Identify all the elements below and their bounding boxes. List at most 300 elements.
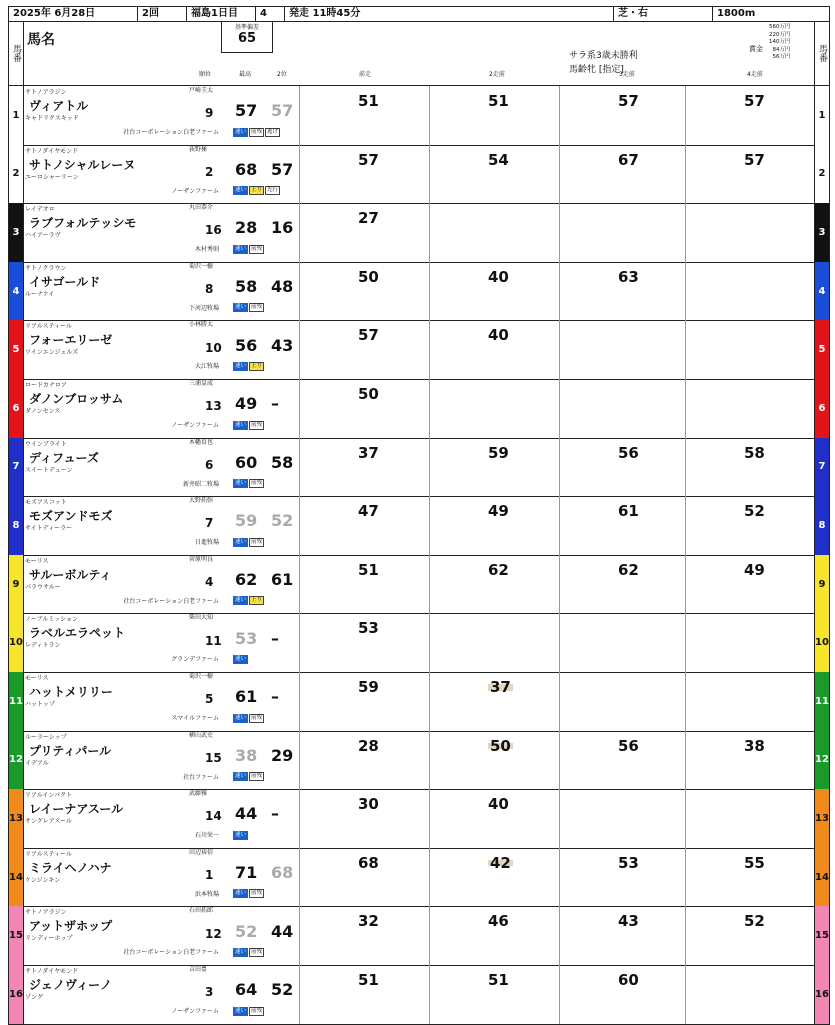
horse-number-right: 4 [814, 262, 829, 321]
prev-race-index: 38 [744, 736, 765, 755]
second-index: 16 [271, 218, 294, 238]
breeder-name: 下河辺牧場 [188, 304, 219, 312]
prev-race-4 [685, 965, 812, 1024]
prev-race-3 [559, 496, 686, 555]
dam-name: キャドリクスキッド [25, 115, 79, 122]
horse-number: 1 [9, 86, 24, 145]
prev-race-index: 55 [744, 853, 765, 872]
prev-race-3 [559, 145, 686, 204]
prev-race-2 [429, 965, 556, 1024]
prev-race-4 [685, 320, 812, 379]
base-index-box [221, 21, 273, 53]
breeder-name: 石川栄一 [194, 832, 219, 840]
horse-row [8, 613, 830, 673]
prev-race-2 [429, 848, 556, 907]
prev-race-index: 52 [744, 912, 765, 931]
prev-race-4 [685, 555, 812, 614]
tag-group [233, 537, 265, 547]
prev-race-3 [559, 613, 686, 672]
horse-row [8, 731, 830, 791]
jockey-name: 大野拓弥 [189, 497, 214, 505]
rank-header: 順位 [199, 71, 212, 78]
prev-race-index: 46 [488, 912, 509, 931]
prev-race-3 [559, 555, 686, 614]
column-header [8, 21, 830, 86]
race-date: 2025年 6月28日 [9, 7, 138, 21]
horse-number: 8 [9, 496, 24, 555]
best-index: 52 [235, 921, 258, 941]
prev-race-4 [685, 789, 812, 848]
style-tag: 速い [235, 538, 247, 545]
horse-info [25, 263, 225, 322]
race-venue: 福島1日目 [187, 7, 256, 21]
jockey-name: 菅原明良 [189, 555, 214, 563]
jockey-name: 小林勝太 [189, 321, 214, 329]
second-index: 68 [271, 863, 294, 883]
style-tag: 前残 [251, 245, 263, 252]
best-index: 68 [235, 159, 258, 179]
index-rank: 13 [205, 399, 222, 414]
style-tag: 前残 [251, 773, 263, 780]
prev-race-index: 54 [488, 150, 509, 169]
breeder-name: ノーザンファーム [171, 422, 219, 429]
horse-row [8, 906, 830, 966]
index-rank: 3 [205, 985, 214, 1000]
prev-race-index: 57 [744, 92, 765, 110]
prev-race-1 [299, 86, 426, 145]
prev-race-index: 40 [488, 267, 509, 286]
best-header: 最高 [239, 71, 252, 78]
prev-race-3 [559, 731, 686, 790]
dam-name: サングレアスール [25, 818, 72, 826]
jockey-name: 横山武史 [189, 731, 214, 739]
style-tag: 速い [235, 480, 247, 487]
style-tag: 速い [235, 245, 247, 252]
style-tag: 速い [235, 890, 247, 897]
style-tag: 速い [235, 948, 247, 955]
base-index-label: 基準偏差 [234, 24, 259, 31]
uma-header: 馬番 [9, 21, 24, 85]
prev4-header: 4走前 [747, 71, 763, 78]
style-tag: 上り [251, 362, 263, 369]
prev-race-2 [429, 613, 556, 672]
sire-name: リアルスティール [25, 850, 72, 858]
tag-group [233, 947, 265, 957]
style-tag: 速い [235, 714, 247, 721]
horse-number-right: 7 [814, 438, 829, 497]
prev-race-index: 58 [744, 443, 765, 462]
dam-name: ユーロシャーリーン [25, 173, 79, 181]
prev-race-index: 67 [618, 150, 639, 169]
horse-name[interactable]: プリティパール [29, 743, 112, 758]
prize-4: 84万円 [772, 46, 791, 53]
sire-name: レイデオロ [25, 206, 55, 214]
race-kai: 2回 [138, 7, 187, 21]
prev-race-1 [299, 789, 426, 848]
prize-list [769, 24, 791, 62]
base-index-value: 65 [237, 31, 257, 46]
horse-name[interactable]: アットザホップ [29, 919, 113, 934]
dam-name: サイトディーラー [25, 525, 73, 533]
jockey-name: 石田拓郎 [189, 907, 214, 915]
style-tag: 速い [235, 831, 247, 838]
sire-name: リアルインパクト [25, 792, 73, 800]
horse-row [8, 672, 830, 732]
prev-race-1 [299, 262, 426, 321]
prize-2: 220万円 [769, 31, 791, 38]
prev-race-3 [559, 438, 686, 497]
tag-group [233, 830, 249, 840]
horse-name[interactable]: ミライヘノハナ [29, 860, 112, 875]
dam-name: ダノンセンス [25, 408, 61, 415]
prev-race-index: 53 [618, 853, 639, 872]
index-rank: 9 [205, 106, 214, 121]
prev-race-4 [685, 672, 812, 731]
horse-number-right: 8 [814, 496, 829, 555]
dam-name: ケンジンキン [25, 876, 61, 884]
breeder-name: 日進牧場 [194, 539, 219, 547]
horse-number-right: 12 [814, 731, 829, 790]
horse-number: 3 [9, 203, 24, 262]
style-tag: 前残 [251, 714, 263, 721]
prev-race-4 [685, 438, 812, 497]
horse-number: 12 [9, 731, 24, 790]
breeder-name: 社台コーポレーション白老ファーム [123, 597, 219, 605]
prev-race-index: 47 [358, 502, 379, 521]
prize-3: 140万円 [769, 39, 791, 46]
tag-group [233, 654, 249, 664]
horse-info [25, 732, 225, 791]
prev-race-index: 61 [618, 502, 639, 521]
dam-name: ゾング [25, 994, 43, 1001]
horse-row [8, 379, 830, 439]
second-index: 48 [271, 277, 294, 297]
race-conditions [569, 49, 638, 77]
prev-race-index: 57 [618, 92, 639, 110]
horse-row [8, 848, 830, 908]
breeder-name: 新井昭二牧場 [182, 480, 219, 488]
sire-name: サトノダイヤモンド [25, 147, 79, 155]
prev-race-3 [559, 906, 686, 965]
style-tag: 速い [235, 773, 247, 780]
horse-number: 13 [9, 789, 24, 848]
horse-name[interactable]: イサゴールド [29, 274, 101, 289]
prev-race-index: 57 [358, 150, 379, 169]
horse-row [8, 203, 830, 263]
prev-race-3 [559, 672, 686, 731]
style-tag: 速い [235, 304, 247, 311]
best-index: 38 [235, 745, 258, 765]
best-index: 59 [235, 511, 258, 531]
tag-group [233, 595, 265, 605]
style-tag: 速い [235, 362, 247, 369]
second-index: – [271, 394, 279, 414]
prev-race-4 [685, 496, 812, 555]
second-index: 43 [271, 335, 294, 355]
prev-race-4 [685, 848, 812, 907]
prev-race-index: 51 [358, 92, 379, 110]
style-tag: 速い [235, 421, 247, 428]
tag-group [233, 420, 265, 430]
best-index: 56 [235, 335, 258, 355]
dam-name: ルーナケイ [25, 290, 55, 298]
horse-name[interactable]: サトノシャルレーヌ [29, 157, 136, 172]
prev-race-index: 37 [490, 678, 511, 696]
horse-info [25, 321, 225, 380]
horse-name[interactable]: レイーナアスール [29, 802, 124, 817]
horse-row [8, 145, 830, 205]
horse-number-right: 13 [814, 789, 829, 848]
prize-1: 560万円 [769, 24, 791, 30]
horse-number-right: 14 [814, 848, 829, 907]
prev-race-index: 50 [358, 385, 379, 403]
style-tag: 上り [251, 187, 263, 194]
jockey-name: 菊沢一樹 [189, 673, 214, 680]
second-index: 29 [271, 745, 294, 765]
best-index: 28 [235, 218, 258, 238]
sire-name: ウインブライト [25, 440, 67, 448]
prev-race-3 [559, 262, 686, 321]
prev2-header: 2走前 [489, 71, 505, 78]
horse-row [8, 789, 830, 849]
prev3-header: 3走前 [619, 71, 635, 78]
index-rank: 1 [205, 868, 214, 883]
prev-race-index: 57 [358, 326, 379, 345]
prev-race-4 [685, 731, 812, 790]
style-tag: 前残 [251, 421, 263, 428]
jockey-name: 丸田恭介 [189, 204, 214, 212]
prev-race-index: 57 [744, 150, 765, 169]
second-index: 52 [271, 980, 294, 1000]
prev-race-2 [429, 496, 556, 555]
second-index: 52 [271, 511, 294, 531]
style-tag: 前残 [251, 128, 263, 135]
horse-number: 7 [9, 438, 24, 497]
breeder-name: ノーザンファーム [171, 1008, 219, 1015]
prev-race-index: 50 [358, 267, 379, 286]
style-tag: 上り [251, 597, 263, 604]
prev-race-3 [559, 848, 686, 907]
index-rank: 6 [205, 457, 214, 472]
dam-name: リンディーホップ [25, 935, 73, 943]
prev-race-index: 40 [488, 326, 509, 345]
horse-info [25, 146, 225, 205]
uma-header-right: 馬番 [814, 21, 829, 85]
prev-race-3 [559, 203, 686, 262]
sire-name: モズアスコット [25, 499, 67, 507]
horse-number: 11 [9, 672, 24, 731]
horse-name[interactable]: ヴィアトル [29, 99, 89, 113]
horse-number: 9 [9, 555, 24, 614]
second-index: – [271, 804, 279, 824]
tag-group [233, 771, 265, 781]
prev-race-1 [299, 965, 426, 1024]
prev-race-4 [685, 86, 812, 145]
prev-race-2 [429, 906, 556, 965]
prev-race-2 [429, 145, 556, 204]
horse-info [25, 204, 225, 263]
prev-race-2 [429, 203, 556, 262]
second-index: 57 [271, 101, 294, 121]
index-rank: 14 [205, 809, 222, 824]
prev-race-4 [685, 379, 812, 438]
index-rank: 10 [205, 340, 222, 355]
prev-race-index: 53 [358, 619, 379, 638]
jockey-name: 柴田大知 [189, 614, 214, 622]
prev-race-4 [685, 613, 812, 672]
prev-race-1 [299, 379, 426, 438]
prize-5: 56万円 [772, 54, 791, 61]
dam-name: イデアル [25, 759, 49, 767]
prev-race-index: 68 [358, 853, 379, 872]
prev-race-1 [299, 145, 426, 204]
dam-name: スイートデューン [25, 466, 73, 474]
style-tag: 速い [235, 655, 247, 662]
sire-name: リアルスティール [25, 323, 72, 331]
race-distance: 1800m [717, 8, 756, 19]
horse-name[interactable]: ハットメリリー [29, 685, 113, 699]
horse-number-right: 16 [814, 965, 829, 1024]
style-tag: 前残 [251, 890, 263, 897]
best-index: 62 [235, 570, 258, 590]
horse-info [25, 380, 225, 439]
prev-race-index: 62 [618, 560, 639, 579]
prev-race-index: 28 [358, 736, 379, 755]
sire-name: サトノアラジン [25, 909, 67, 917]
horse-name[interactable]: モズアンドモズ [29, 509, 113, 524]
prev-race-index: 52 [744, 502, 765, 521]
prev1-header: 前走 [359, 71, 372, 78]
horse-number-right: 11 [814, 672, 829, 731]
best-index: 71 [235, 863, 258, 883]
prev-race-1 [299, 320, 426, 379]
horse-row [8, 320, 830, 380]
second-index: 61 [271, 570, 294, 590]
prev-race-4 [685, 906, 812, 965]
horse-number: 6 [9, 379, 24, 438]
second-index: 57 [271, 159, 294, 179]
style-tag: 速い [235, 187, 247, 194]
prev-race-2 [429, 379, 556, 438]
prev-race-1 [299, 848, 426, 907]
prev-race-1 [299, 906, 426, 965]
prev-race-index: 50 [490, 736, 511, 755]
breeder-name: 社台コーポレーション白老ファーム [123, 949, 219, 957]
best-index: 44 [235, 804, 258, 824]
breeder-name: 浜本牧場 [194, 890, 219, 898]
breeder-name: 大江牧場 [194, 363, 219, 371]
horse-name[interactable]: ラブフォルテッシモ [29, 216, 137, 231]
best-index: 64 [235, 980, 258, 1000]
horse-name[interactable]: ダノンブロッサム [29, 392, 124, 406]
prev-race-index: 32 [358, 912, 379, 931]
horse-number: 4 [9, 262, 24, 321]
sire-name: ロードカナロア [25, 382, 67, 389]
prev-race-index: 49 [488, 502, 509, 521]
prev-race-index: 56 [618, 443, 639, 462]
second-index: – [271, 628, 279, 648]
horse-name[interactable]: ジェノヴィーノ [29, 978, 113, 992]
style-tag: 速い [235, 1007, 247, 1014]
style-tag: 前残 [251, 480, 263, 487]
prev-race-1 [299, 438, 426, 497]
horse-name[interactable]: ディフューズ [29, 450, 99, 465]
index-rank: 11 [205, 633, 222, 648]
horse-info [25, 439, 225, 498]
prev-race-index: 51 [358, 560, 379, 579]
horse-row [8, 555, 830, 615]
horse-number-right: 10 [814, 613, 829, 672]
sire-name: モーリス [25, 557, 49, 565]
best-index: 60 [235, 452, 258, 472]
horse-number: 10 [9, 613, 24, 672]
breeder-name: 木村秀則 [194, 246, 219, 254]
horse-info [25, 966, 225, 1025]
prev-race-3 [559, 789, 686, 848]
tag-group [233, 888, 265, 898]
horse-row [8, 496, 830, 556]
horse-number: 15 [9, 906, 24, 965]
second-index: – [271, 687, 279, 707]
race-surface: 芝・右 [614, 7, 713, 21]
prev-race-index: 59 [488, 443, 509, 462]
dam-name: ツインエンジェルズ [25, 349, 79, 357]
prev-race-index: 63 [618, 267, 639, 286]
prev-race-4 [685, 145, 812, 204]
race-class: サラ系3歳未勝利 [569, 51, 638, 61]
jockey-name: 田辺裕信 [189, 848, 214, 856]
style-tag: 前残 [251, 304, 263, 311]
prev-race-2 [429, 86, 556, 145]
style-tag: 逃げ [267, 128, 279, 135]
prev-race-4 [685, 203, 812, 262]
breeder-name: グランデファーム [171, 656, 219, 664]
sire-name: ノーブルミッション [25, 616, 79, 624]
jockey-name: 荻野極 [189, 145, 208, 153]
race-start: 発走 11時45分 [285, 7, 614, 21]
tag-group [233, 1006, 265, 1016]
prev-race-1 [299, 672, 426, 731]
style-tag: 先行 [267, 187, 279, 194]
tag-group [233, 478, 265, 488]
prev-race-2 [429, 731, 556, 790]
prev-race-index: 30 [358, 795, 379, 814]
prev-race-index: 27 [358, 209, 379, 228]
style-tag: 前残 [251, 948, 263, 955]
horse-name[interactable]: ラベルエラペット [29, 626, 126, 641]
index-rank: 2 [205, 164, 214, 179]
jockey-name: 戸崎圭太 [189, 87, 214, 94]
jockey-name: 菊沢一樹 [189, 262, 214, 270]
name-header: 馬名 [27, 32, 55, 48]
horse-name[interactable]: サルーボルティ [29, 567, 112, 582]
horse-number-right: 6 [814, 379, 829, 438]
dam-name: レディトラン [25, 642, 61, 650]
horse-number-right: 5 [814, 320, 829, 379]
dam-name: パラウサルー [25, 583, 61, 591]
horse-number-right: 1 [814, 86, 829, 145]
style-tag: 前残 [251, 1007, 263, 1014]
tag-group [233, 244, 265, 254]
prev-race-1 [299, 613, 426, 672]
horse-info [25, 87, 225, 146]
sire-name: ルーラーシップ [25, 733, 67, 741]
sire-name: サトノダイヤモンド [25, 968, 79, 975]
jockey-name: 吉田豊 [189, 966, 208, 973]
horse-row [8, 86, 830, 146]
index-rank: 16 [205, 223, 222, 238]
horse-name[interactable]: フォーエリーゼ [29, 333, 113, 348]
